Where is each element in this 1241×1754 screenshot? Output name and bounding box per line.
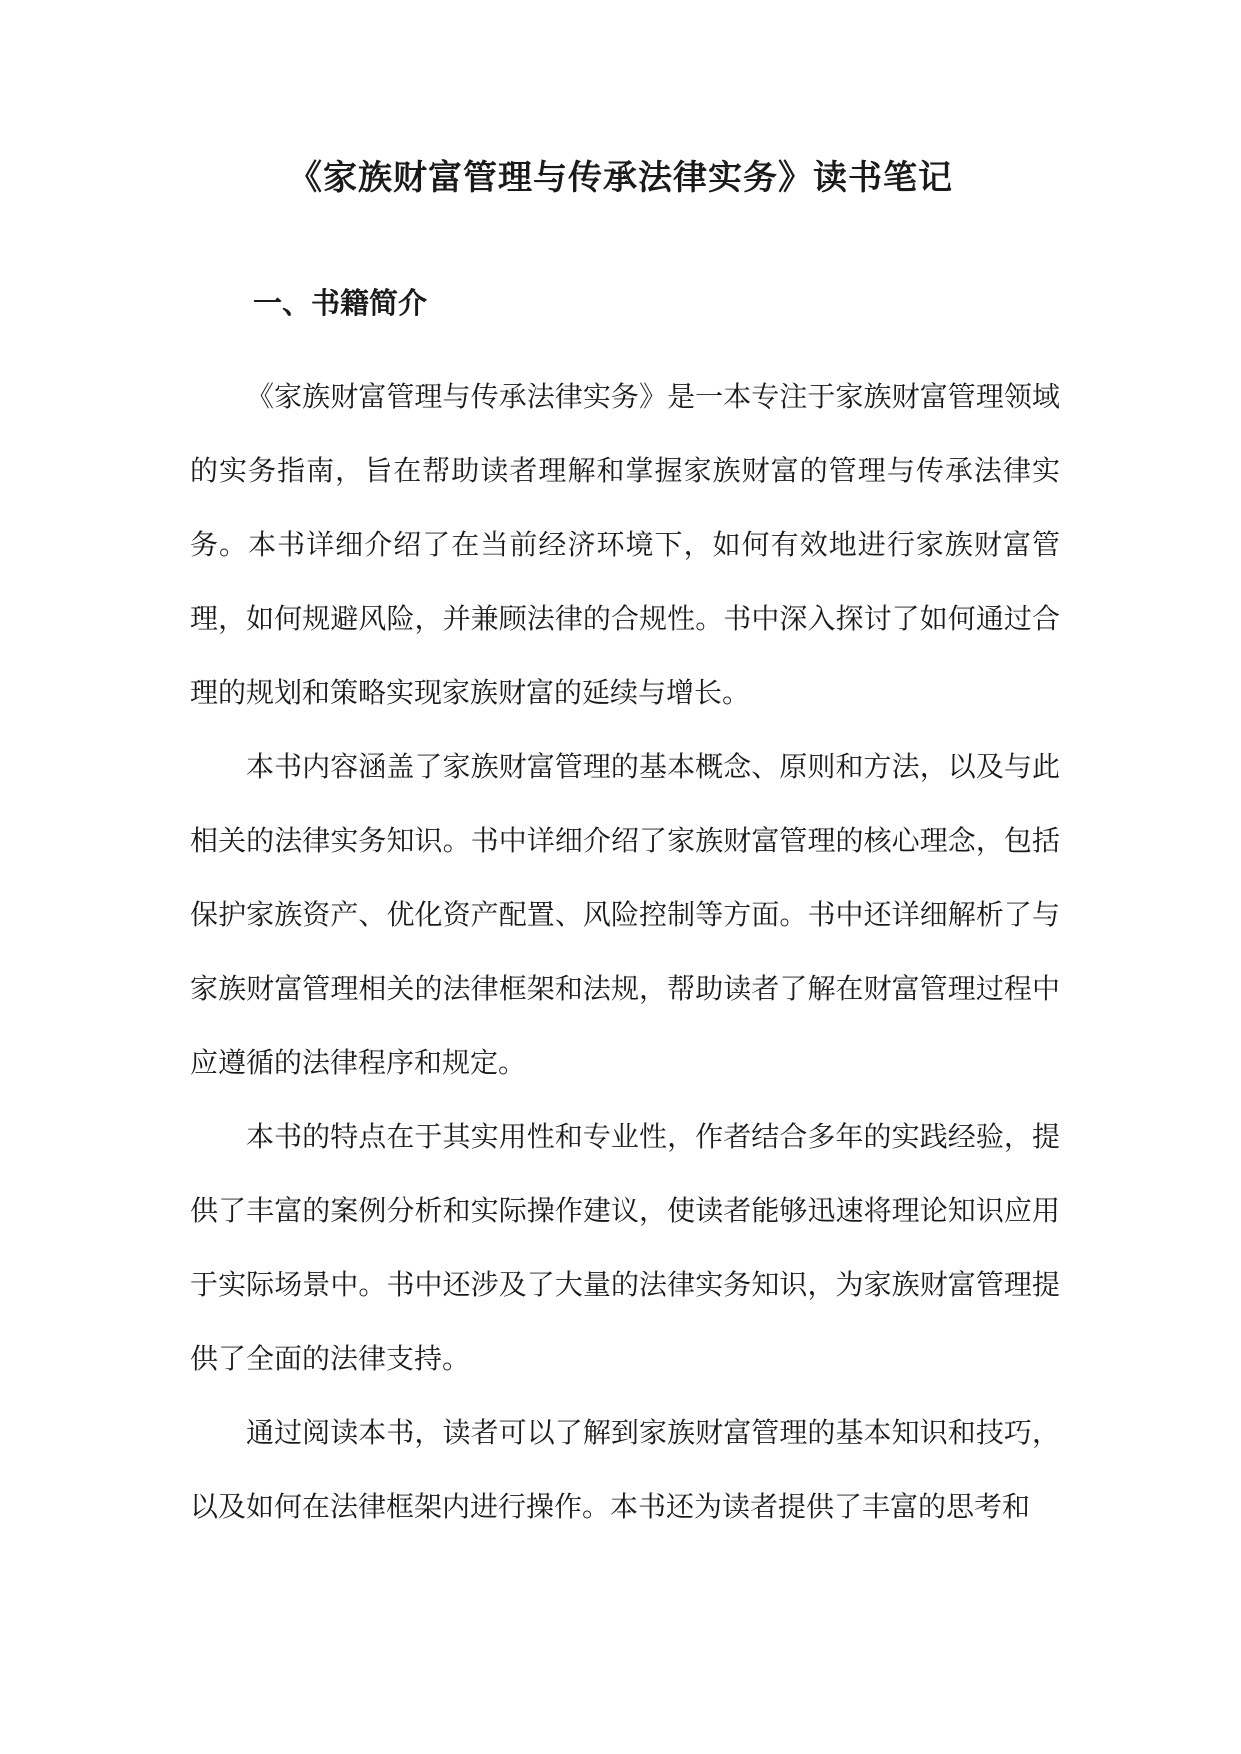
document-title: 《家族财富管理与传承法律实务》读书笔记	[288, 158, 953, 198]
section-body	[190, 360, 1060, 1544]
section-heading: 一、书籍简介	[253, 286, 428, 320]
paragraph: 本书内容涵盖了家族财富管理的基本概念、原则和方法，以及与此相关的法律实务知识。书中详细介绍了家族财富管理的核心理念，包括保护家族资产、优化资产配置、风险控制等方面。书中还详细解析了与家族财富管理相关的法律框架和法规，帮助读者了解在财富管理过程中应遵循的法律程序和规定。	[190, 750, 1060, 1079]
paragraph: 本书的特点在于其实用性和专业性，作者结合多年的实践经验，提供了丰富的案例分析和实际操作建议，使读者能够迅速将理论知识应用于实际场景中。书中还涉及了大量的法律实务知识，为家族财富管理提供了全面的法律支持。	[190, 1120, 1060, 1375]
paragraph: 《家族财富管理与传承法律实务》是一本专注于家族财富管理领域的实务指南，旨在帮助读者理解和掌握家族财富的管理与传承法律实务。本书详细介绍了在当前经济环境下，如何有效地进行家族财富管理，如何规避风险，并兼顾法律的合规性。书中深入探讨了如何通过合理的规划和策略实现家族财富的延续与增长。	[190, 380, 1060, 709]
paragraph: 通过阅读本书，读者可以了解到家族财富管理的基本知识和技巧，以及如何在法律框架内进行操作。本书还为读者提供了丰富的思考和	[190, 1416, 1060, 1523]
